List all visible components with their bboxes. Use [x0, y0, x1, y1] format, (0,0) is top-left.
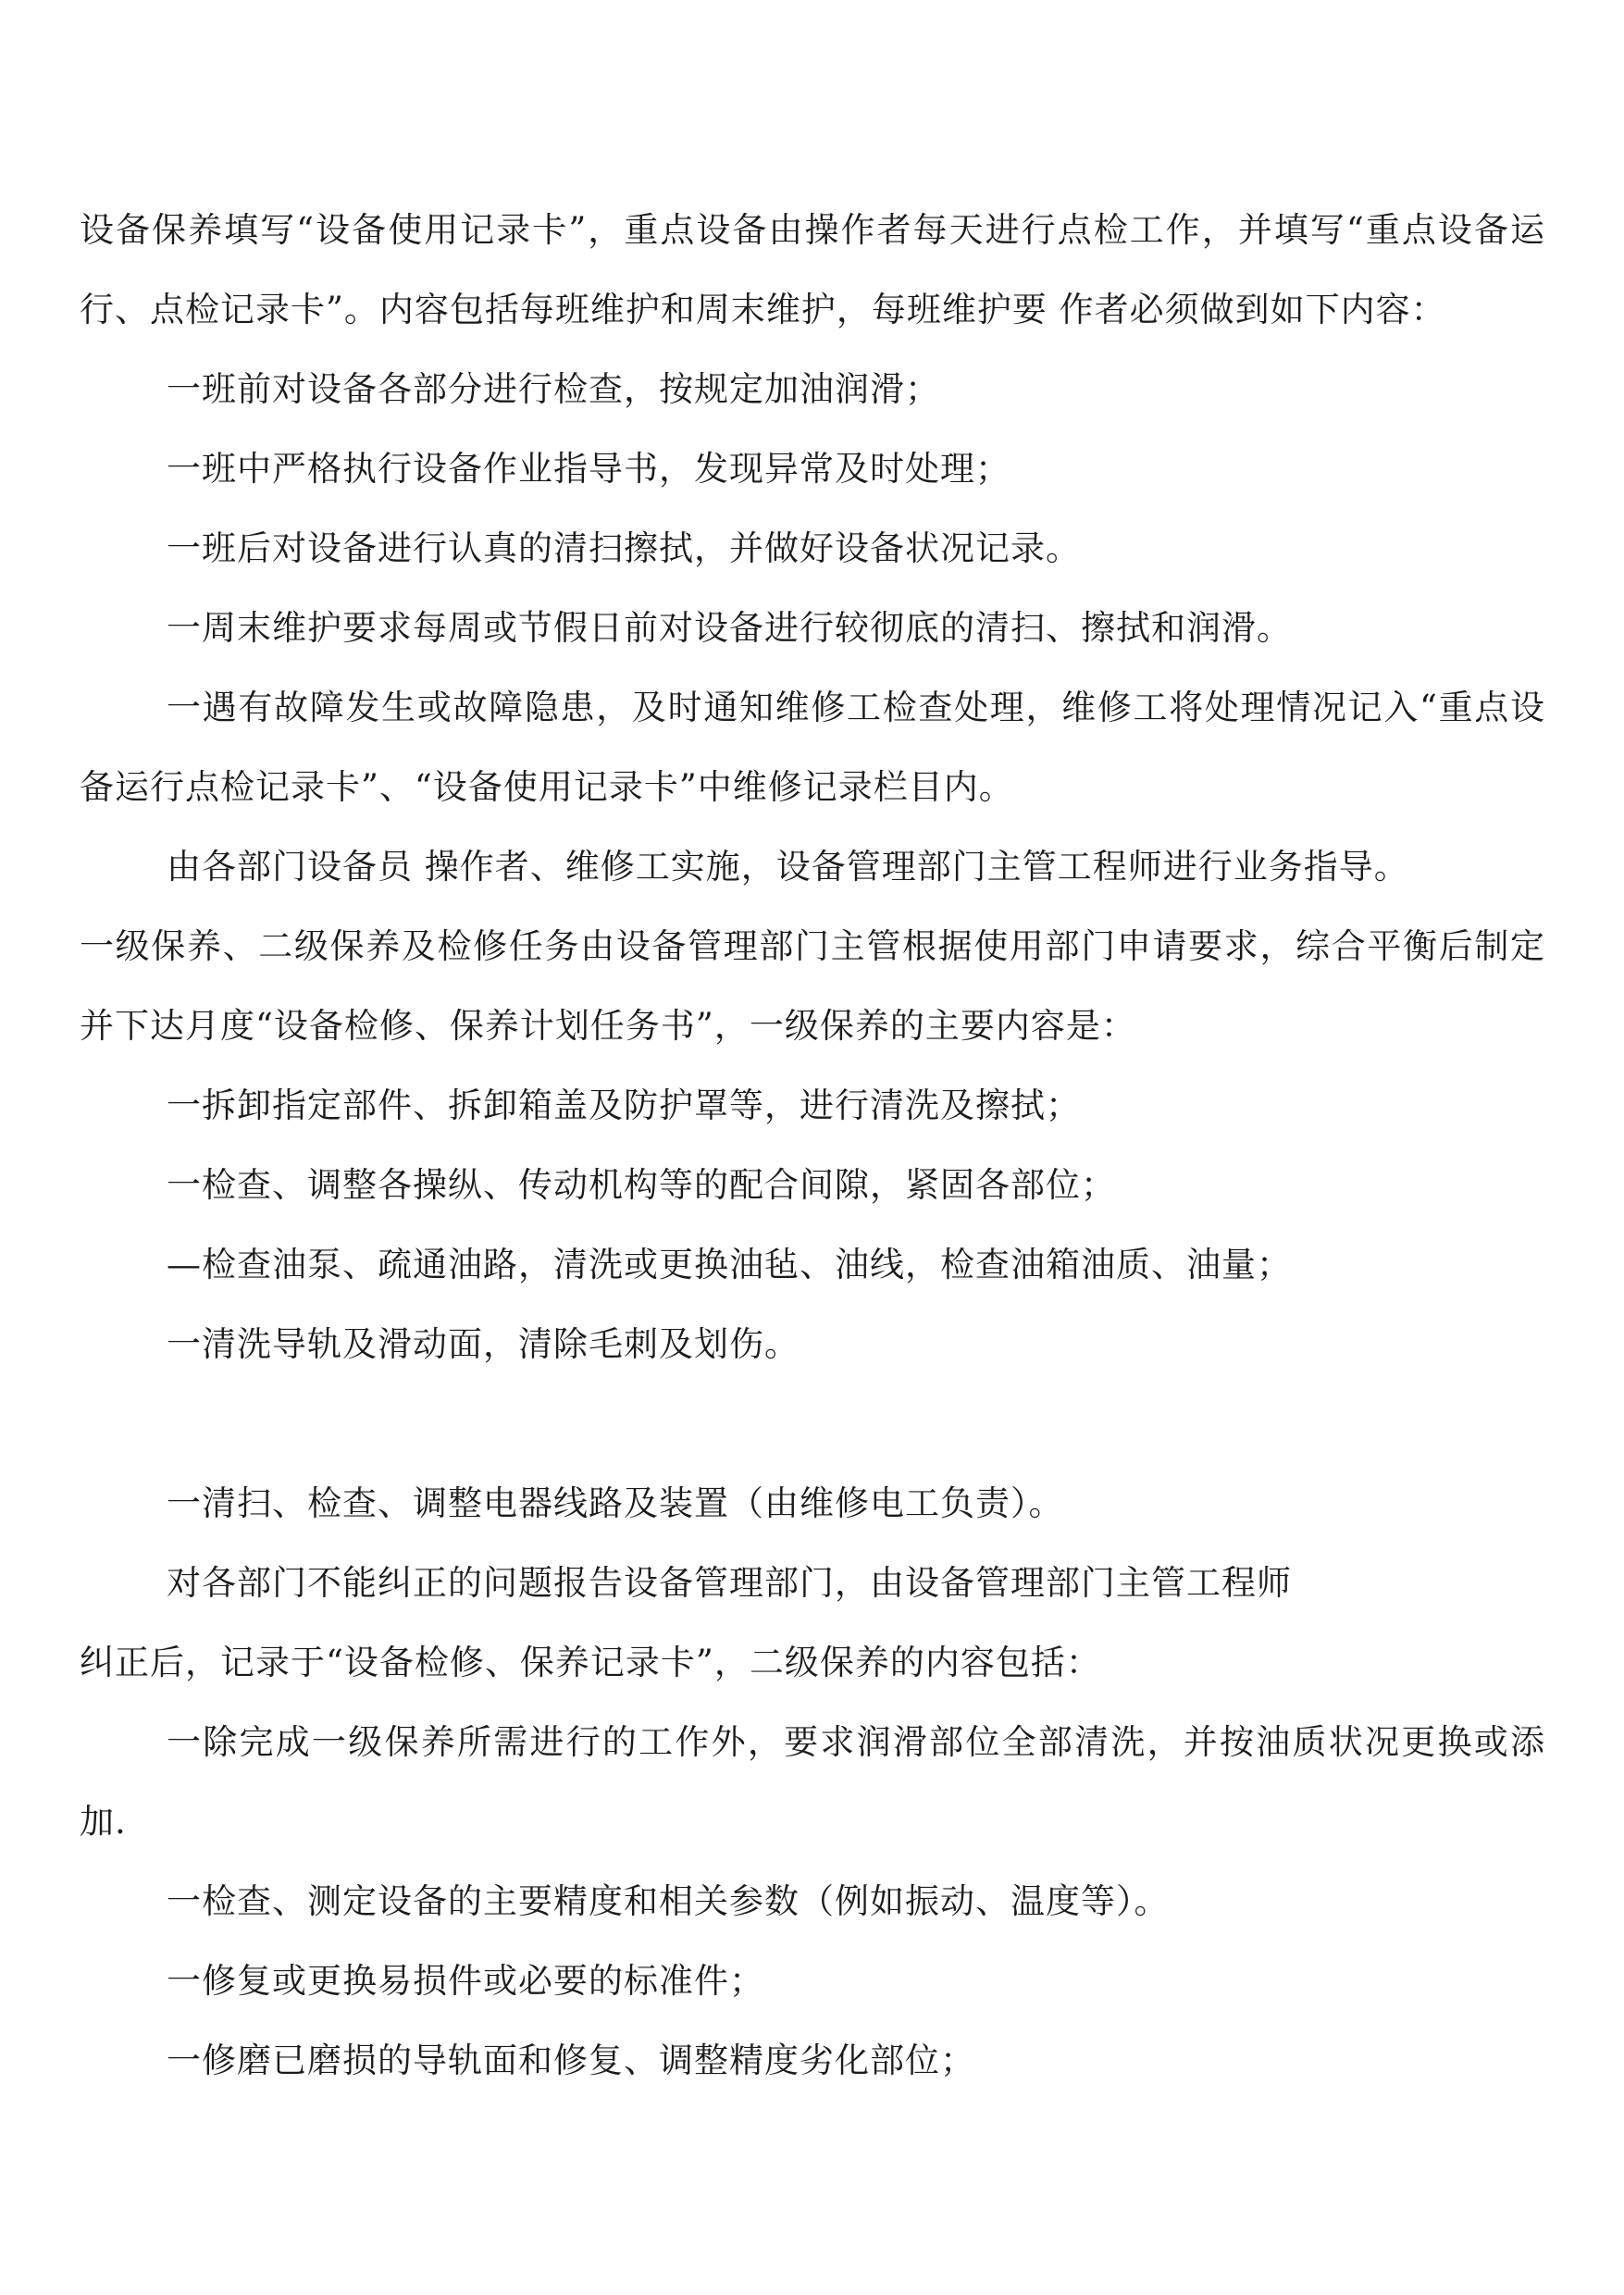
- paragraph-before-shift: 一班前对设备各部分进行检查，按规定加油润滑；: [167, 369, 940, 409]
- paragraph-oil-pump: —检查油泵、疏通油路，清洗或更换油毡、油线，检查油箱油质、油量；: [167, 1245, 1292, 1284]
- paragraph-precision-check: 一检查、测定设备的主要精度和相关参数（例如振动、温度等）。: [167, 1881, 1170, 1921]
- paragraph-adjust-clearance: 一检查、调整各操纵、传动机构等的配合间隙，紧固各部位；: [167, 1165, 1116, 1205]
- paragraph-disassemble: 一拆卸指定部件、拆卸箱盖及防护罩等，进行清洗及擦拭；: [167, 1085, 1081, 1125]
- paragraph-after-shift: 一班后对设备进行认真的清扫擦拭，并做好设备状况记录。: [167, 528, 1081, 568]
- paragraph-record-card: 设备保养填写“设备使用记录卡”，重点设备由操作者每天进行点检工作，并填写“重点设备运行、点检记录卡”。内容包括每班维护和周末维护，每班维护要 作者必须做到如下内容：: [80, 210, 1545, 329]
- paragraph-guidance: 由各部门设备员 操作者、维修工实施，设备管理部门主管工程师进行业务指导。: [167, 847, 1409, 887]
- paragraph-fault-handling: 一遇有故障发生或故障隐患，及时通知维修工检查处理，维修工将处理情况记入“重点设备运行点检记录卡”、“设备使用记录卡”中维修记录栏目内。: [80, 688, 1545, 807]
- paragraph-first-level-intro: 一级保养、二级保养及检修任务由设备管理部门主管根据使用部门申请要求，综合平衡后制定并下达月度“设备检修、保养计划任务书”，一级保养的主要内容是：: [80, 926, 1545, 1046]
- paragraph-during-shift: 一班中严格执行设备作业指导书，发现异常及时处理；: [167, 449, 1010, 489]
- paragraph-electrical: 一清扫、检查、调整电器线路及装置（由维修电工负责）。: [167, 1483, 1064, 1523]
- paragraph-report-problems: 对各部门不能纠正的问题报告设备管理部门，由设备管理部门主管工程师: [167, 1563, 1292, 1603]
- paragraph-replace-parts: 一修复或更换易损件或必要的标准件；: [167, 1961, 764, 2001]
- document-body: [80, 191, 1545, 2101]
- paragraph-grind-rails: 一修磨已磨损的导轨面和修复、调整精度劣化部位；: [167, 2041, 975, 2080]
- paragraph-weekend-maintenance: 一周末维护要求每周或节假日前对设备进行较彻底的清扫、擦拭和润滑。: [167, 608, 1292, 648]
- paragraph-clean-rails: 一清洗导轨及滑动面，清除毛刺及划伤。: [167, 1324, 800, 1364]
- paragraph-gap: [80, 1384, 1545, 1464]
- paragraph-second-level-intro: 纠正后，记录于“设备检修、保养记录卡”，二级保养的内容包括：: [80, 1643, 1101, 1682]
- paragraph-lubrication: 一除完成一级保养所需进行的工作外，要求润滑部位全部清洗，并按油质状况更换或添加.: [80, 1722, 1545, 1842]
